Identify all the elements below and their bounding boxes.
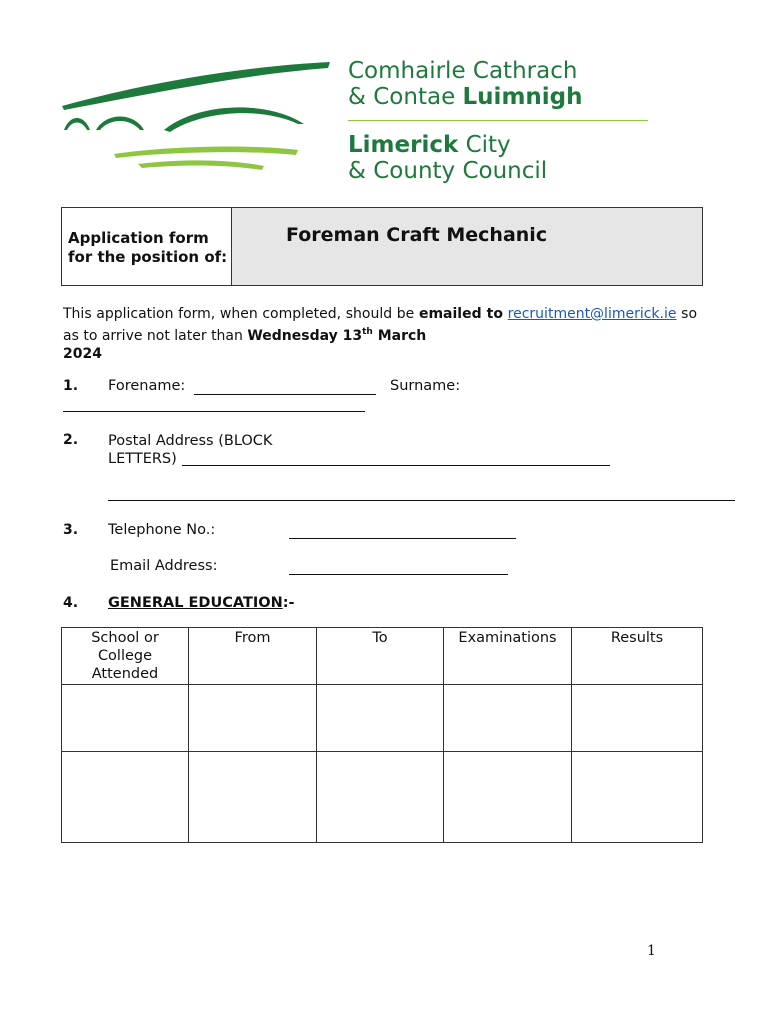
telephone-field[interactable] <box>289 538 516 539</box>
job-title-cell <box>231 207 703 286</box>
forename-label: Forename: <box>108 378 186 394</box>
header-examinations: Examinations <box>444 628 572 685</box>
education-table-header-row <box>62 628 703 685</box>
table-row <box>62 752 703 843</box>
postal-address-field-line1[interactable] <box>182 465 610 466</box>
table-cell[interactable] <box>317 685 444 752</box>
question-4-number: 4. <box>63 595 79 611</box>
table-cell[interactable] <box>444 752 572 843</box>
table-cell[interactable] <box>62 752 189 843</box>
council-name-irish-line2: & Contae Luimnigh <box>348 84 583 110</box>
table-cell[interactable] <box>189 685 317 752</box>
table-cell[interactable] <box>572 752 703 843</box>
council-divider <box>348 120 648 121</box>
recruitment-email-link[interactable]: recruitment@limerick.ie <box>507 306 677 322</box>
application-form-label: Application form for the position of: <box>68 229 228 266</box>
header-school: School or College Attended <box>62 628 189 685</box>
page-number: 1 <box>647 943 656 959</box>
header-to: To <box>317 628 444 685</box>
question-3-number: 3. <box>63 522 79 538</box>
forename-field[interactable] <box>194 394 376 395</box>
table-cell[interactable] <box>62 685 189 752</box>
email-label: Email Address: <box>110 558 218 574</box>
header-from: From <box>189 628 317 685</box>
telephone-label: Telephone No.: <box>108 522 216 538</box>
header-results: Results <box>572 628 703 685</box>
postal-address-label: Postal Address (BLOCK LETTERS) <box>108 433 273 467</box>
intro-instructions: This application form, when completed, should be emailed to recruitment@limerick.ie so as to arrive not later than Wednesday 13th March 2024 <box>63 306 698 362</box>
table-row <box>62 685 703 752</box>
job-title: Foreman Craft Mechanic <box>286 224 548 246</box>
question-2-number: 2. <box>63 432 79 448</box>
council-name-irish-line1: Comhairle Cathrach <box>348 58 578 84</box>
table-cell[interactable] <box>572 685 703 752</box>
table-cell[interactable] <box>317 752 444 843</box>
question-1-number: 1. <box>63 378 79 394</box>
table-cell[interactable] <box>189 752 317 843</box>
surname-field[interactable] <box>63 411 365 412</box>
surname-label: Surname: <box>390 378 461 394</box>
council-logo-graphic <box>58 52 338 182</box>
table-cell[interactable] <box>444 685 572 752</box>
general-education-heading: GENERAL EDUCATION:- <box>108 595 295 611</box>
council-name-english-line2: & County Council <box>348 158 548 184</box>
council-name-english-line1: Limerick City <box>348 132 511 158</box>
email-field[interactable] <box>289 574 508 575</box>
postal-address-field-line2[interactable] <box>108 500 735 501</box>
education-table <box>61 627 703 843</box>
